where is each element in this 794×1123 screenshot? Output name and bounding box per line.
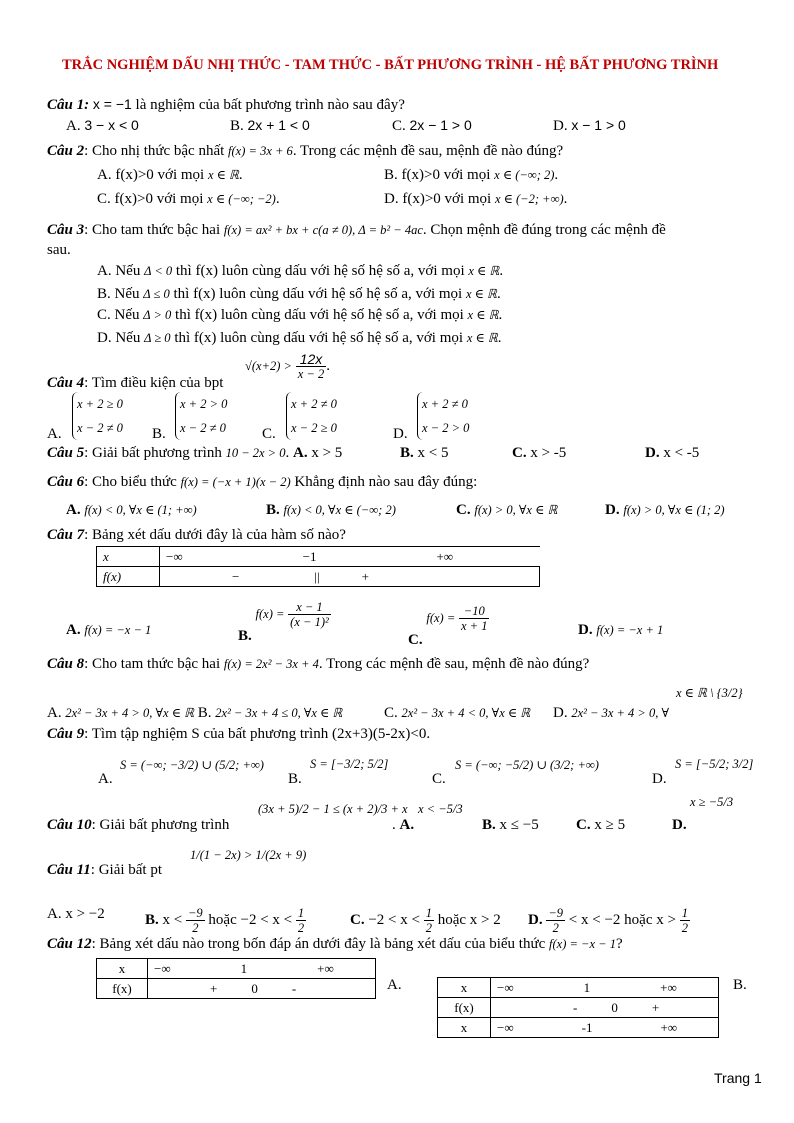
- q6-option-c: C. f(x) > 0, ∀x ∈ ℝ: [456, 502, 558, 518]
- q9-option-c: S = (−∞; −5/2) ∪ (3/2; +∞): [455, 758, 599, 772]
- question-12: Câu 12: Bảng xét dấu nào trong bốn đáp án dưới đây là bảng xét dấu của biểu thức f(x) = −x − 1?: [47, 936, 623, 952]
- question-3: Câu 3: Cho tam thức bậc hai f(x) = ax² + bx + c(a ≠ 0), Δ = b² − 4ac. Chọn mệnh đề đúng trong các mệnh đề: [47, 222, 666, 238]
- q11-inequality: 1/(1 − 2x) > 1/(2x + 9): [190, 848, 307, 862]
- q7-option-d: D. f(x) = −x + 1: [578, 622, 664, 638]
- q8-options: A. 2x² − 3x + 4 > 0, ∀x ∈ ℝ B. 2x² − 3x + 4 ≤ 0, ∀x ∈ ℝ: [47, 705, 343, 721]
- q1-option-d: D. x − 1 > 0: [553, 117, 626, 134]
- question-11: Câu 11: Giải bất pt: [47, 862, 163, 878]
- q1-option-a: A. 3 − x < 0: [66, 117, 139, 134]
- q4-option-c: x + 2 ≠ 0 x − 2 ≥ 0: [286, 392, 337, 440]
- q7-option-b: B. f(x) = $\frac{x - 1}{\text{(x − 1)²}}$: [238, 600, 329, 644]
- question-1: Câu 1: x = −1 là nghiệm của bất phương trình nào sau đây?: [47, 96, 405, 113]
- q7-option-a: A. f(x) = −x − 1: [66, 622, 152, 638]
- q2-option-a: A. f(x)>0 với mọi x ∈ ℝ.: [97, 167, 243, 183]
- q2-option-d: D. f(x)>0 với mọi x ∈ (−2; +∞).: [384, 191, 568, 207]
- q4-option-b: x + 2 > 0 x − 2 ≠ 0: [175, 392, 227, 440]
- q5-option-b: B. x < 5: [400, 445, 449, 461]
- question-9: Câu 9: Tìm tập nghiệm S của bất phương trình (2x+3)(5-2x)<0.: [47, 726, 431, 742]
- q5-option-c: C. x > -5: [512, 445, 567, 461]
- q10-option-b: B. x ≤ −5: [482, 817, 539, 833]
- q8-option-d-set: x ∈ ℝ \ {3/2}: [676, 686, 743, 700]
- question-10: Câu 10: Giải bất phương trình: [47, 817, 230, 833]
- q9-option-a: S = (−∞; −3/2) ∪ (5/2; +∞): [120, 758, 264, 772]
- page-title: TRẮC NGHIỆM DẤU NHỊ THỨC - TAM THỨC - BẤT PHƯƠNG TRÌNH - HỆ BẤT PHƯƠNG TRÌNH: [62, 57, 719, 73]
- q12-label-b: B.: [733, 977, 747, 993]
- question-4: Câu 4: Tìm điều kiện của bpt: [47, 375, 224, 391]
- q7-option-c: C. f(x) = $\frac{-10}{x + 1}$: [408, 604, 488, 648]
- q4-option-d: x + 2 ≠ 0 x − 2 > 0: [417, 392, 469, 440]
- q12-label-a: A.: [387, 977, 402, 993]
- q3-option-a: A. Nếu Δ < 0 thì f(x) luôn cùng dấu với hệ số hệ số a, với mọi x ∈ ℝ.: [97, 263, 504, 279]
- q10-option-d: D.: [672, 817, 687, 833]
- q11-option-b: B. x < $\frac{-9}{2}$ hoặc −2 < x < $\frac{1}{2}$: [145, 906, 305, 935]
- q11-option-c: C. −2 < x < $\frac{1}{2}$ hoặc x > 2: [350, 906, 501, 935]
- q9-option-d: S = [−5/2; 3/2]: [675, 757, 754, 771]
- q3-option-b: B. Nếu Δ ≤ 0 thì f(x) luôn cùng dấu với hệ số hệ số a, với mọi x ∈ ℝ.: [97, 286, 501, 302]
- q1-option-b: B. 2x + 1 < 0: [230, 117, 310, 134]
- q8-option-d: D. 2x² − 3x + 4 > 0, ∀: [553, 705, 670, 721]
- q12-table-a: x −∞ 1 +∞ f(x) + 0 -: [96, 958, 376, 999]
- question-8: Câu 8: Cho tam thức bậc hai f(x) = 2x² − 3x + 4. Trong các mệnh đề sau, mệnh đề nào đúng?: [47, 656, 590, 672]
- q11-option-a: A. x > −2: [47, 906, 105, 922]
- q3-continuation: sau.: [47, 242, 71, 258]
- question-6: Câu 6: Cho biểu thức f(x) = (−x + 1)(x − 2) Khẳng định nào sau đây đúng:: [47, 474, 478, 490]
- q2-option-b: B. f(x)>0 với mọi x ∈ (−∞; 2).: [384, 167, 559, 183]
- q5-option-d: D. x < -5: [645, 445, 700, 461]
- q3-option-c: C. Nếu Δ > 0 thì f(x) luôn cùng dấu với hệ số hệ số a, với mọi x ∈ ℝ.: [97, 307, 503, 323]
- q4-option-a: x + 2 ≥ 0 x − 2 ≠ 0: [72, 392, 123, 440]
- q6-option-a: A. f(x) < 0, ∀x ∈ (1; +∞): [66, 502, 197, 518]
- q6-option-b: B. f(x) < 0, ∀x ∈ (−∞; 2): [266, 502, 396, 518]
- question-5: Câu 5: Giải bất phương trình 10 − 2x > 0. A. x > 5: [47, 445, 343, 461]
- q4-inequality: √(x+2) > $\frac{12x}{x - 2}$ .: [245, 351, 330, 381]
- question-7: Câu 7: Bảng xét dấu dưới đây là của hàm số nào?: [47, 527, 346, 543]
- q9-option-b: S = [−3/2; 5/2]: [310, 757, 389, 771]
- page-number: Trang 1: [714, 1070, 762, 1086]
- q10-option-a: . A.: [392, 817, 415, 833]
- q10-option-c: C. x ≥ 5: [576, 817, 626, 833]
- q6-option-d: D. f(x) > 0, ∀x ∈ (1; 2): [605, 502, 725, 518]
- question-2: Câu 2: Cho nhị thức bậc nhất f(x) = 3x + 6. Trong các mệnh đề sau, mệnh đề nào đúng?: [47, 143, 564, 159]
- q12-table-b: x −∞ 1 +∞ f(x) - 0 + x −∞ -1 +∞: [437, 977, 719, 1038]
- q2-option-c: C. f(x)>0 với mọi x ∈ (−∞; −2).: [97, 191, 280, 207]
- q10-inequality: (3x + 5)/2 − 1 ≤ (x + 2)/3 + x: [258, 802, 408, 816]
- q11-option-d: D. $\frac{-9}{2}$ < x < −2 hoặc x > $\frac{1}{2}$: [528, 906, 688, 935]
- q8-option-c: C. 2x² − 3x + 4 < 0, ∀x ∈ ℝ: [384, 705, 531, 721]
- q3-option-d: D. Nếu Δ ≥ 0 thì f(x) luôn cùng dấu với hệ số hệ số a, với mọi x ∈ ℝ.: [97, 330, 502, 346]
- q1-option-c: C. 2x − 1 > 0: [392, 117, 472, 134]
- q7-sign-table: x −∞ −1 +∞ f(x) − || +: [96, 546, 540, 587]
- question-label: Câu 1: [47, 97, 85, 113]
